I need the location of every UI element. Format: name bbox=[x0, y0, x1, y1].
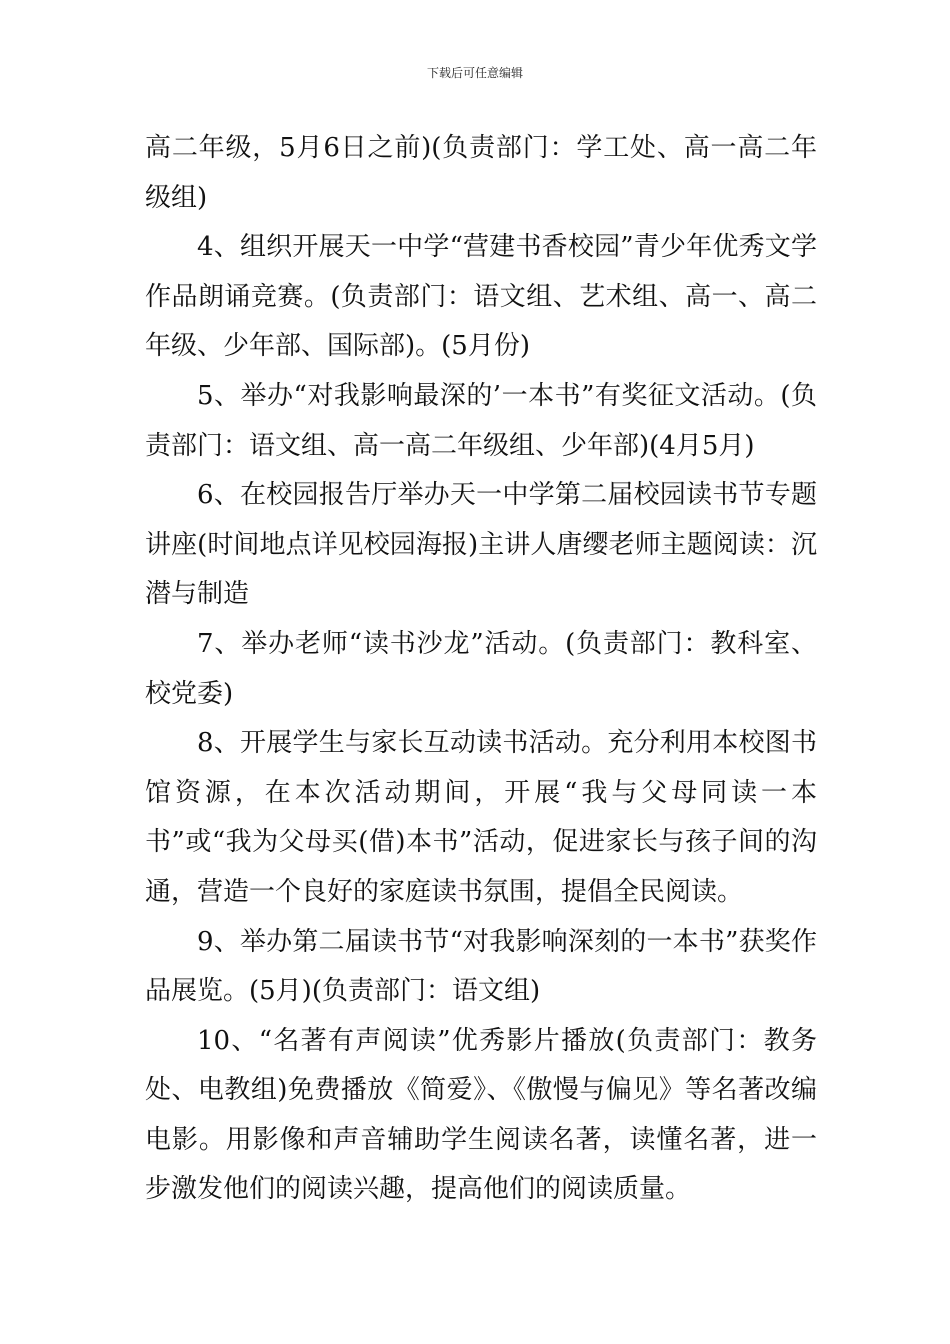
paragraph-continuation: 高二年级，5月6日之前)(负责部门：学工处、高一高二年级组) bbox=[145, 133, 817, 213]
paragraph-item-7: 7、举办老师“读书沙龙”活动。(负责部门：教科室、校党委) bbox=[145, 628, 817, 709]
paragraph-item-6: 6、在校园报告厅举办天一中学第二届校园读书节专题讲座(时间地点详见校园海报)主讲人唐缨老师主题阅读：沉潜与制造 bbox=[145, 480, 817, 610]
paragraph-item-10: 10、“名著有声阅读”优秀影片播放(负责部门：教务处、电教组)免费播放《简爱》、《傲慢与偏见》等名著改编电影。用影像和声音辅助学生阅读名著，读懂名著，进一步激发他们的阅读兴趣，提高他们的阅读质量。 bbox=[145, 1025, 817, 1205]
paragraph-item-5: 5、举办“对我影响最深的’一本书”有奖征文活动。(负责部门：语文组、高一高二年级组、少年部)(4月5月) bbox=[145, 380, 817, 461]
paragraph-item-4: 4、组织开展天一中学“营建书香校园”青少年优秀文学作品朗诵竞赛。(负责部门：语文组、艺术组、高一、高二年级、少年部、国际部)。(5月份) bbox=[145, 232, 817, 362]
document-body bbox=[145, 124, 817, 1215]
paragraph-item-8: 8、开展学生与家长互动读书活动。充分利用本校图书馆资源，在本次活动期间，开展“我与父母同读一本书”或“我为父母买(借)本书”活动，促进家长与孩子间的沟通，营造一个良好的家庭读书氛围，提倡全民阅读。 bbox=[145, 728, 817, 907]
page-header: 下载后可任意编辑 bbox=[426, 66, 523, 80]
paragraph-item-9: 9、举办第二届读书节“对我影响深刻的一本书”获奖作品展览。(5月)(负责部门：语文组) bbox=[145, 926, 817, 1007]
